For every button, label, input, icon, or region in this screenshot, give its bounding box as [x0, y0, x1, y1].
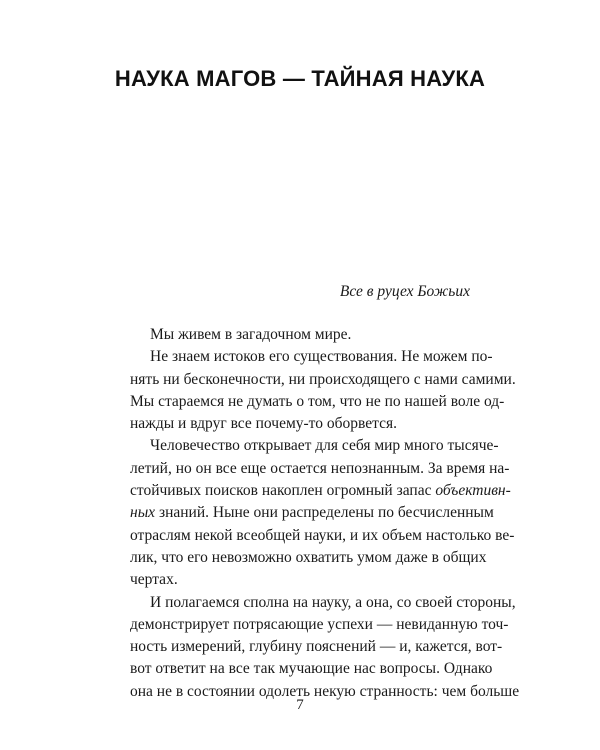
- epigraph: Все в руцех Божьих: [339, 283, 470, 300]
- text-line: ность измерений, глубину пояснений — и, кажется, вот-: [130, 638, 503, 656]
- body-text: [130, 324, 520, 703]
- text-line: ных знаний. Ныне они распределены по бесчисленным: [130, 504, 494, 522]
- page-number: 7: [296, 697, 304, 713]
- emphasis-text: объективн-: [435, 482, 511, 500]
- text-line: лик, что его невозможно охватить умом даже в общих: [130, 548, 487, 566]
- emphasis-text: ных: [130, 504, 156, 522]
- text-line: нять ни бесконечности, ни происходящего с нами самими.: [130, 370, 516, 388]
- text-line: стойчивых поисков накоплен огромный запас объективн-: [130, 482, 511, 500]
- text-line: демонстрирует потрясающие успехи — невиданную точ-: [130, 615, 509, 633]
- text-line: Мы живем в загадочном мире.: [150, 326, 352, 343]
- text-line: вот ответит на все так мучающие нас вопросы. Однако: [130, 660, 493, 678]
- text-line: отраслям некой всеобщей науки, и их объем настолько ве-: [130, 526, 515, 544]
- text-line: И полагаемся сполна на науку, а она, со своей стороны,: [150, 593, 516, 611]
- chapter-title: НАУКА МАГОВ — ТАЙНАЯ НАУКА: [114, 66, 486, 91]
- text-line: летий, но он все еще остается непознанным. За время на-: [130, 459, 510, 477]
- text-line: чертах.: [130, 571, 178, 589]
- text-line: Мы стараемся не думать о том, что не по нашей воле од-: [130, 392, 505, 410]
- text-line: нажды и вдруг все почему-то оборвется.: [130, 415, 397, 433]
- text-line: Не знаем истоков его существования. Не можем по-: [150, 348, 493, 366]
- text-line: Человечество открывает для себя мир много тысячe-: [150, 437, 499, 455]
- text-line: она не в состоянии одолеть некую странность: чем больше: [130, 682, 520, 700]
